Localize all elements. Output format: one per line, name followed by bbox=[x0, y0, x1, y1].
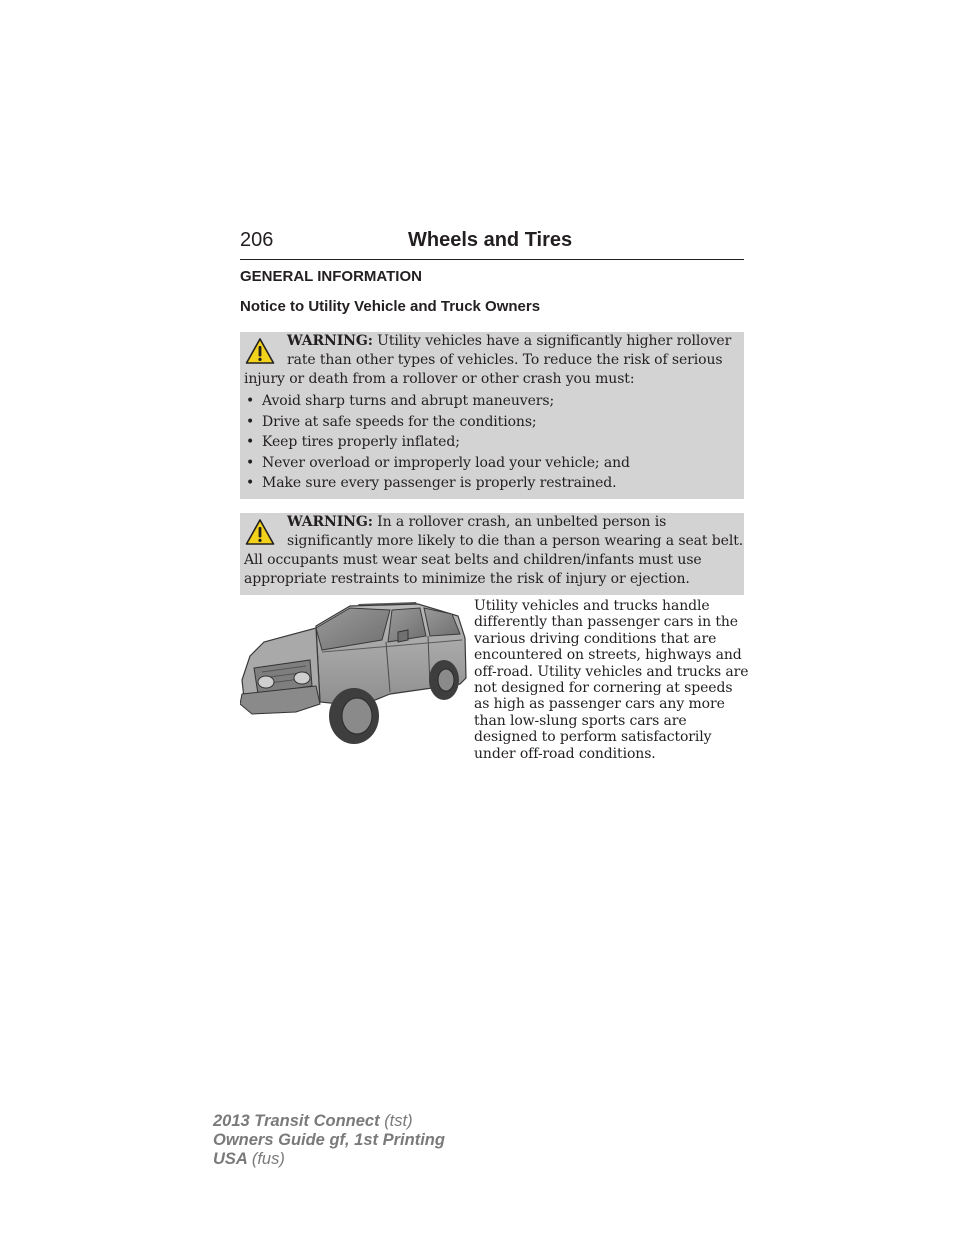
bullet-glyph: • bbox=[246, 454, 255, 471]
bullet-glyph: • bbox=[246, 393, 255, 409]
warning-line: rate than other types of vehicles. To reduce the risk of serious bbox=[287, 352, 723, 368]
warning-line: WARNING: Utility vehicles have a significantly higher rollover bbox=[287, 333, 732, 349]
page-number: 206 bbox=[240, 229, 274, 251]
warning-line: injury or death from a rollover or other crash you must: bbox=[244, 371, 635, 387]
warning-line: WARNING: In a rollover crash, an unbelted person is bbox=[287, 514, 667, 530]
warning-text bbox=[244, 513, 744, 589]
bullet-glyph: • bbox=[246, 413, 255, 430]
body-line: differently than passenger cars in the bbox=[474, 614, 738, 631]
suv-illustration bbox=[240, 598, 468, 746]
warning-line: All occupants must wear seat belts and children/infants must use bbox=[244, 552, 702, 568]
body-line: designed to perform satisfactorily bbox=[474, 729, 712, 746]
bullet-item: • Avoid sharp turns and abrupt maneuvers; bbox=[244, 391, 740, 412]
footer-line: Owners Guide gf, 1st Printing bbox=[213, 1131, 445, 1149]
page-footer bbox=[213, 1112, 445, 1169]
warning-label: WARNING: bbox=[287, 333, 373, 349]
body-line: under off-road conditions. bbox=[474, 745, 656, 762]
page-header bbox=[240, 229, 744, 260]
body-line: than low-slung sports cars are bbox=[474, 712, 687, 729]
warning-box bbox=[240, 332, 744, 499]
warning-triangle-icon bbox=[245, 518, 275, 546]
body-line: encountered on streets, highways and bbox=[474, 647, 742, 664]
footer-line: 2013 Transit Connect (tst) bbox=[213, 1112, 413, 1130]
body-paragraph bbox=[474, 598, 749, 762]
warning-text bbox=[244, 332, 740, 389]
warning-label: WARNING: bbox=[287, 514, 373, 530]
warning-line: appropriate restraints to minimize the risk of injury or ejection. bbox=[244, 571, 690, 587]
bullet-item: • Never overload or improperly load your vehicle; and bbox=[244, 453, 740, 474]
section-title: GENERAL INFORMATION bbox=[240, 268, 422, 285]
bullet-glyph: • bbox=[246, 434, 255, 451]
body-line: not designed for cornering at speeds bbox=[474, 680, 733, 697]
bullet-item: • Make sure every passenger is properly restrained. bbox=[244, 473, 740, 494]
warning-bullet-list bbox=[244, 391, 740, 494]
subsection-title: Notice to Utility Vehicle and Truck Owners bbox=[240, 298, 541, 315]
footer-line: USA (fus) bbox=[213, 1150, 285, 1168]
body-line: Utility vehicles and trucks handle bbox=[474, 598, 710, 614]
bullet-item: • Keep tires properly inflated; bbox=[244, 432, 740, 453]
body-line: as high as passenger cars any more bbox=[474, 696, 725, 713]
chapter-title: Wheels and Tires bbox=[408, 229, 573, 251]
warning-triangle-icon bbox=[245, 337, 275, 365]
warning-line: significantly more likely to die than a person wearing a seat belt. bbox=[287, 533, 744, 549]
warning-box bbox=[240, 513, 744, 595]
bullet-glyph: • bbox=[246, 475, 255, 492]
bullet-item: • Drive at safe speeds for the conditions; bbox=[244, 412, 740, 433]
body-line: various driving conditions that are bbox=[474, 630, 717, 647]
body-line: off-road. Utility vehicles and trucks are bbox=[474, 663, 749, 680]
